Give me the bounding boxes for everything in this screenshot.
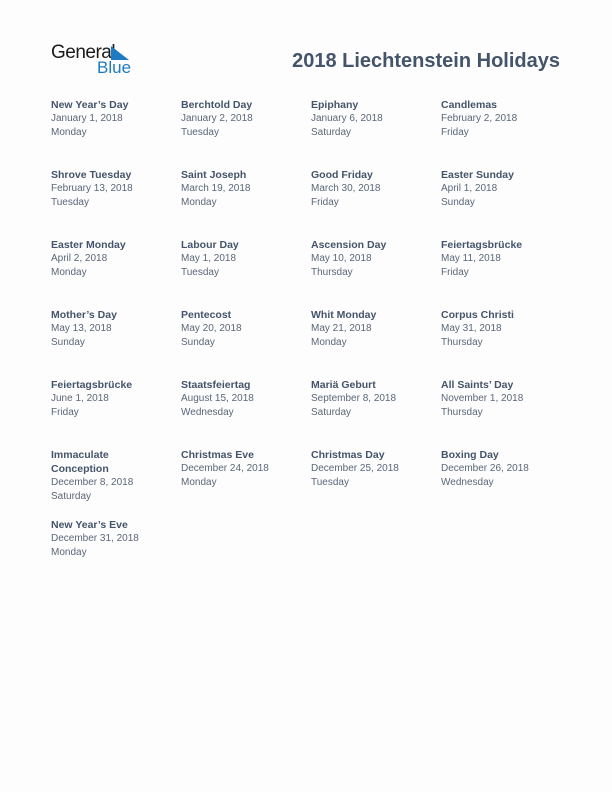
holiday-item — [51, 378, 181, 448]
holiday-item — [441, 448, 571, 518]
holiday-item — [51, 448, 181, 518]
holiday-weekday: Friday — [441, 127, 469, 138]
holiday-weekday: Tuesday — [181, 267, 219, 278]
holiday-weekday: Monday — [51, 547, 87, 558]
holiday-name: Ascension Day — [311, 239, 387, 251]
holiday-date: January 1, 2018 — [51, 113, 123, 124]
holiday-weekday: Monday — [311, 337, 347, 348]
holiday-date: February 13, 2018 — [51, 183, 133, 194]
holiday-name: New Year’s Day — [51, 99, 129, 111]
holiday-name: Whit Monday — [311, 309, 377, 321]
logo-text-blue: Blue — [97, 58, 132, 77]
holiday-weekday: Thursday — [311, 267, 353, 278]
holiday-name: Mother’s Day — [51, 309, 117, 321]
holiday-item — [441, 238, 571, 308]
logo-text-general: General — [51, 42, 116, 63]
holiday-date: April 2, 2018 — [51, 253, 108, 264]
holiday-date: May 1, 2018 — [181, 253, 237, 264]
holiday-date: December 25, 2018 — [311, 463, 399, 474]
holiday-date: May 20, 2018 — [181, 323, 242, 334]
holiday-date: August 15, 2018 — [181, 393, 254, 404]
holiday-item — [181, 168, 311, 238]
holiday-date: May 21, 2018 — [311, 323, 372, 334]
holiday-name: Christmas Day — [311, 449, 385, 461]
holiday-name: Easter Sunday — [441, 169, 514, 181]
holiday-date: December 8, 2018 — [51, 477, 134, 488]
holiday-item — [51, 238, 181, 308]
holiday-date: December 31, 2018 — [51, 533, 139, 544]
holiday-item — [441, 378, 571, 448]
holiday-name: Corpus Christi — [441, 309, 514, 321]
holiday-date: May 13, 2018 — [51, 323, 112, 334]
holiday-item — [441, 98, 571, 168]
holiday-weekday: Friday — [311, 197, 339, 208]
holiday-item — [181, 448, 311, 518]
holiday-item — [181, 378, 311, 448]
holiday-weekday: Monday — [181, 197, 217, 208]
holiday-weekday: Wednesday — [181, 407, 234, 418]
holiday-weekday: Tuesday — [181, 127, 219, 138]
holiday-date: March 19, 2018 — [181, 183, 251, 194]
holiday-weekday: Wednesday — [441, 477, 494, 488]
page-title: 2018 Liechtenstein Holidays — [292, 50, 560, 72]
holiday-name: Christmas Eve — [181, 449, 254, 461]
holiday-date: November 1, 2018 — [441, 393, 524, 404]
holiday-weekday: Saturday — [51, 491, 92, 502]
holiday-item — [51, 98, 181, 168]
holiday-date: December 24, 2018 — [181, 463, 269, 474]
holiday-grid — [51, 98, 571, 588]
holiday-item — [51, 308, 181, 378]
holiday-item — [311, 168, 441, 238]
holiday-weekday: Saturday — [311, 127, 352, 138]
holiday-name: All Saints’ Day — [441, 379, 514, 391]
holiday-name: Staatsfeiertag — [181, 379, 251, 391]
holiday-name: Candlemas — [441, 99, 498, 111]
holiday-name: Saint Joseph — [181, 169, 247, 181]
holiday-date: December 26, 2018 — [441, 463, 529, 474]
holiday-date: May 10, 2018 — [311, 253, 372, 264]
holiday-weekday: Thursday — [441, 407, 483, 418]
holiday-name: Labour Day — [181, 239, 239, 251]
holiday-weekday: Saturday — [311, 407, 352, 418]
holiday-item — [311, 98, 441, 168]
holiday-date: January 2, 2018 — [181, 113, 253, 124]
holiday-name: Feiertagsbrücke — [441, 239, 523, 251]
holiday-date: April 1, 2018 — [441, 183, 498, 194]
holiday-item — [311, 448, 441, 518]
holiday-name: Good Friday — [311, 169, 373, 181]
holiday-item — [311, 308, 441, 378]
holiday-date: June 1, 2018 — [51, 393, 109, 404]
holiday-weekday: Monday — [51, 267, 87, 278]
holiday-weekday: Sunday — [51, 337, 85, 348]
holiday-name: New Year’s Eve — [51, 519, 128, 531]
holiday-weekday: Sunday — [441, 197, 475, 208]
holiday-item — [51, 518, 181, 588]
holiday-name: Feiertagsbrücke — [51, 379, 133, 391]
holiday-weekday: Monday — [181, 477, 217, 488]
generalblue-logo — [51, 43, 133, 77]
holiday-item — [441, 168, 571, 238]
holiday-name: Boxing Day — [441, 449, 499, 461]
holiday-name: Easter Monday — [51, 239, 126, 251]
holiday-weekday: Thursday — [441, 337, 483, 348]
holiday-item — [181, 98, 311, 168]
holiday-date: January 6, 2018 — [311, 113, 383, 124]
holiday-weekday: Friday — [441, 267, 469, 278]
holiday-item — [51, 168, 181, 238]
holiday-weekday: Tuesday — [51, 197, 89, 208]
holiday-date: February 2, 2018 — [441, 113, 518, 124]
holiday-weekday: Friday — [51, 407, 79, 418]
holiday-item — [311, 238, 441, 308]
holiday-date: May 31, 2018 — [441, 323, 502, 334]
holiday-name: Berchtold Day — [181, 99, 253, 111]
holiday-item — [181, 308, 311, 378]
holiday-name: Mariä Geburt — [311, 379, 376, 391]
holiday-date: September 8, 2018 — [311, 393, 397, 404]
holiday-weekday: Tuesday — [311, 477, 349, 488]
holiday-item — [181, 238, 311, 308]
holiday-name: Pentecost — [181, 309, 232, 321]
holiday-weekday: Sunday — [181, 337, 215, 348]
holiday-item — [441, 308, 571, 378]
holiday-date: May 11, 2018 — [441, 253, 501, 264]
holiday-item — [311, 378, 441, 448]
holiday-name: Shrove Tuesday — [51, 169, 132, 181]
holiday-date: March 30, 2018 — [311, 183, 381, 194]
holiday-weekday: Monday — [51, 127, 87, 138]
holiday-name: Immaculate Conception — [51, 449, 109, 475]
holiday-name: Epiphany — [311, 99, 359, 111]
